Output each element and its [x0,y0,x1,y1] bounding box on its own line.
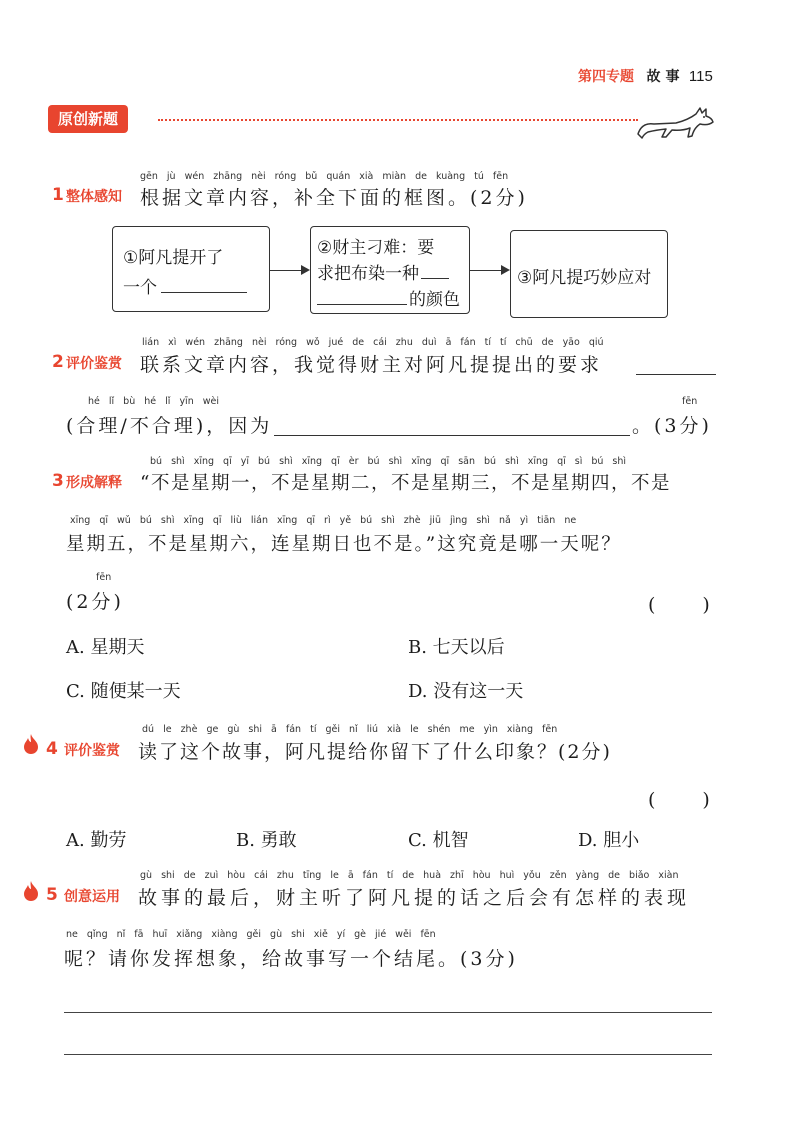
answer-paren[interactable]: ( ) [648,789,713,811]
box-line-text: 求把布染一种 [317,264,419,284]
option-b[interactable]: B. 勇敢 [236,830,297,851]
pinyin-line: hé lǐ bù hé lǐ yīn wèi [88,396,219,407]
box-line [123,273,247,298]
question-tag: 评价鉴赏 [64,743,120,759]
pinyin-line: xīng qī wǔ bú shì xīng qī liù lián xīng qī rì yě bú shì zhè jiū jìng shì nǎ yì tiān ne [70,515,577,526]
arrow-icon [470,270,508,271]
pinyin-line: ne qǐng nǐ fā huī xiǎng xiàng gěi gù shi xiě yí gè jié wěi fēn [66,929,436,940]
fill-blank[interactable] [317,304,407,305]
pinyin-fen: fēn [96,572,112,583]
question-text: 。(3分) [632,415,712,437]
answer-line[interactable] [64,1054,712,1055]
question-text: 根据文章内容，补全下面的框图。(2分) [140,187,528,209]
fill-blank[interactable] [161,292,247,293]
question-text: 呢？请你发挥想象，给故事写一个结尾。(3分) [64,948,518,970]
box-line [317,259,449,284]
question-text: (合理/不合理)，因为 [66,415,273,437]
pinyin-line: gēn jù wén zhāng nèi róng bǔ quán xià miàn de kuàng tú fēn [140,171,509,182]
box-line [317,285,460,310]
question-number: 2 [52,352,64,372]
question-text: 星期五，不是星期六，连星期日也不是。”这究竟是哪一天呢？ [66,534,622,555]
answer-blank[interactable] [274,435,630,436]
question-text: 故事的最后，财主听了阿凡提的话之后会有怎样的表现 [138,887,691,909]
option-b[interactable]: B. 七天以后 [408,637,505,658]
page-number: 115 [688,68,713,85]
box-line-text: 一个 [123,278,157,298]
question-tag: 评价鉴赏 [66,356,122,372]
pinyin-line: dú le zhè ge gù shi ā fán tí gěi nǐ liú xià le shén me yìn xiàng fēn [142,724,558,735]
fill-blank[interactable] [421,278,449,279]
question-text: 读了这个故事，阿凡提给你留下了什么印象？(2分) [138,741,612,763]
question-tag: 形成解释 [66,475,122,491]
pinyin-line: lián xì wén zhāng nèi róng wǒ jué de cái zhu duì ā fán tí tí chū de yāo qiú [142,337,604,348]
box-line: ③阿凡提巧妙应对 [517,268,652,288]
option-d[interactable]: D. 胆小 [578,830,640,851]
question-text: (2分) [66,591,124,613]
page-header [578,66,713,86]
flow-box-1 [112,226,270,312]
box-line: ①阿凡提开了 [123,248,224,268]
answer-line[interactable] [64,1012,712,1013]
section-badge: 原创新题 [48,105,128,133]
option-a[interactable]: A. 星期天 [66,637,145,658]
question-tag: 整体感知 [66,189,122,205]
answer-blank[interactable] [636,374,716,375]
question-number: 1 [52,185,64,205]
dotted-divider [158,119,638,121]
option-d[interactable]: D. 没有这一天 [408,681,524,702]
option-a[interactable]: A. 勤劳 [66,830,127,851]
option-c[interactable]: C. 随便某一天 [66,681,181,702]
question-number: 5 [46,885,58,905]
question-number: 3 [52,471,64,491]
box-line: ②财主刁难：要 [317,238,435,258]
pinyin-line: bú shì xīng qī yī bú shì xīng qī èr bú shì xīng qī sān bú shì xīng qī sì bú shì [150,456,627,467]
question-text: “不是星期一，不是星期二，不是星期三，不是星期四，不是 [140,473,671,494]
question-text: 联系文章内容，我觉得财主对阿凡提提出的要求 [140,354,603,376]
answer-paren[interactable]: ( ) [648,594,713,616]
topic-label: 第四专题 [578,69,634,85]
flow-box-2 [310,226,470,314]
option-c[interactable]: C. 机智 [408,830,469,851]
fire-icon [22,880,40,902]
arrow-icon [270,270,308,271]
cat-icon [636,104,718,140]
fire-icon [22,733,40,755]
pinyin-line: gù shi de zuì hòu cái zhu tīng le ā fán tí de huà zhī hòu huì yǒu zěn yàng de biǎo xiàn [140,870,679,881]
box-line-text: 的颜色 [409,290,460,310]
question-tag: 创意运用 [64,889,120,905]
pinyin-fen: fēn [682,396,698,407]
story-label: 故事 [646,69,685,85]
question-number: 4 [46,739,58,759]
flow-box-3 [510,230,668,318]
